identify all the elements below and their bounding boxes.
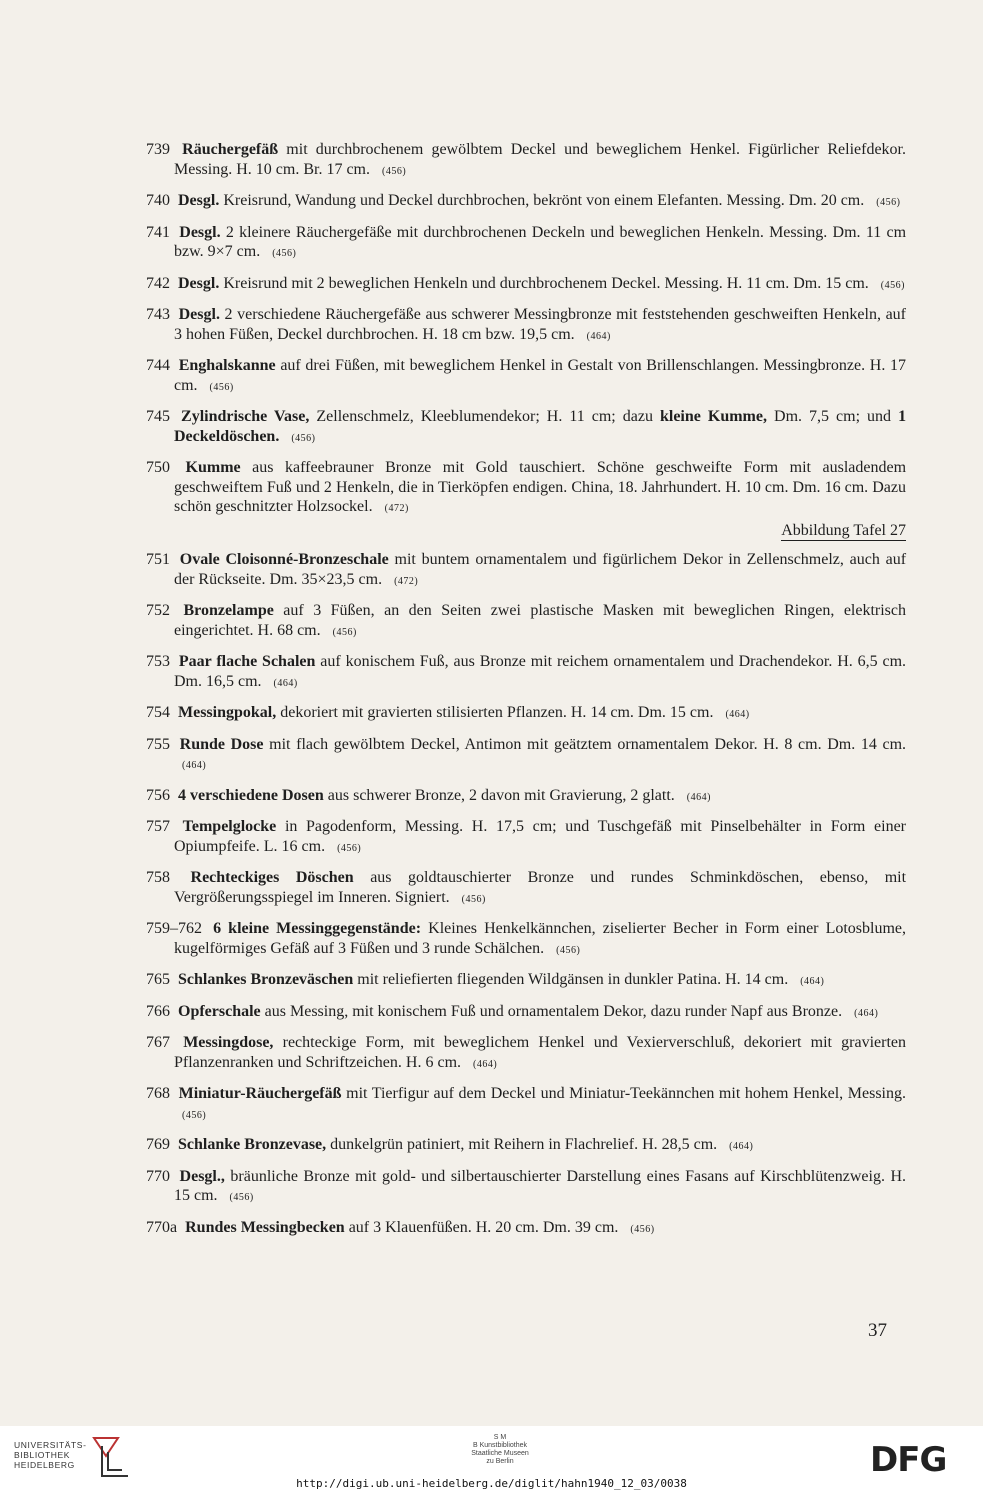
catalog-entry — [146, 223, 906, 264]
entry-reference: (464) — [800, 976, 825, 987]
entry-number: 768 — [146, 1085, 170, 1102]
figure-reference: Abbildung Tafel 27 — [781, 521, 906, 539]
catalog-entry — [146, 786, 906, 808]
entry-description: 2 kleinere Räuchergefäße mit durchbrochenen Deckeln und beweglichen Henkeln. Messing. Dm. 11 cm bzw. 9×7 cm. — [174, 223, 907, 260]
entry-description: auf 3 Klauenfüßen. H. 20 cm. Dm. 39 cm. — [348, 1218, 619, 1236]
entry-description: in Pagodenform, Messing. H. 17,5 cm; und Tuschgefäß mit Pinselbehälter in Form einer Opiumpfeife. L. 16 cm. — [174, 818, 907, 855]
entry-reference: (464) — [473, 1058, 498, 1070]
catalog-entry — [146, 1033, 906, 1074]
entry-title: Messingdose, — [183, 1034, 274, 1051]
entry-title: Desgl. — [178, 306, 220, 323]
entry-number: 741 — [146, 223, 170, 241]
catalog-entry — [146, 1084, 906, 1125]
entry-description: bräunliche Bronze mit gold- und silbertauschierter Darstellung eines Fasans auf Kirschblütenzweig. H. 15 cm. — [174, 1167, 907, 1204]
entry-number: 769 — [146, 1136, 170, 1153]
entry-number: 758 — [146, 869, 170, 886]
entry-reference: (464) — [725, 709, 750, 720]
catalog-entry — [146, 970, 906, 992]
entry-title: Schlankes Bronzeväschen — [178, 971, 354, 988]
entry-title: Enghalskanne — [178, 357, 276, 374]
catalog-entry — [146, 1218, 906, 1240]
entry-description: aus schwerer Bronze, 2 davon mit Gravierung, 2 glatt. — [327, 786, 675, 804]
entry-reference: (456) — [876, 197, 901, 208]
entry-description: Kleines Henkelkännchen, ziselierter Becher in Form einer Lotosblume, kugelförmiges Gefäß auf 3 Füßen und 3 runde Schälchen. — [174, 920, 907, 957]
catalog-entry — [146, 919, 906, 960]
entry-reference: (456) — [461, 893, 486, 905]
sm-line: S M — [493, 1434, 507, 1441]
entry-description: dekoriert mit gravierten stilisierten Pflanzen. H. 14 cm. Dm. 15 cm. — [280, 704, 714, 721]
entry-title-extra: kleine Kumme, — [659, 408, 767, 425]
entry-description: mit Tierfigur auf dem Deckel und Miniatur-Teekännchen mit hohem Henkel, Messing. — [346, 1085, 907, 1102]
entry-number: 752 — [146, 602, 170, 619]
catalog-entry — [146, 274, 906, 296]
entry-description: aus Messing, mit konischem Fuß und ornamentalem Dekor, dazu runder Napf aus Bronze. — [264, 1002, 843, 1020]
catalog-list — [146, 140, 906, 1249]
entry-title: 6 kleine Messinggegenstände: — [213, 920, 422, 937]
entry-reference: (456) — [880, 279, 905, 291]
entry-title: Bronzelampe — [183, 602, 274, 619]
catalog-entry — [146, 703, 906, 725]
entry-reference: (456) — [332, 626, 357, 638]
entry-reference: (456) — [272, 248, 297, 259]
entry-reference: (472) — [394, 575, 419, 587]
entry-title: Desgl., — [179, 1167, 225, 1185]
catalog-entry — [146, 601, 906, 642]
entry-description: dunkelgrün patiniert, mit Reihern in Flachrelief. H. 28,5 cm. — [330, 1136, 718, 1153]
entry-title: Rechteckiges Döschen — [190, 869, 354, 886]
permalink-url[interactable]: http://digi.ub.uni-heidelberg.de/diglit/hahn1940_12_03/0038 — [296, 1477, 687, 1490]
catalog-entry — [146, 140, 906, 181]
university-line: HEIDELBERG — [14, 1460, 75, 1470]
entry-title: Desgl. — [178, 192, 220, 209]
catalog-entry — [146, 1135, 906, 1157]
catalog-entry — [146, 817, 906, 858]
entry-title: Räuchergefäß — [182, 141, 279, 158]
catalog-entry — [146, 305, 906, 346]
entry-reference: (456) — [291, 432, 316, 444]
catalog-entry — [146, 356, 906, 397]
entry-description: aus kaffeebrauner Bronze mit Gold tauschiert. Schöne geschweifte Form mit ausladendem geschweiftem Fuß und 2 Henkeln, die in Tierköpfen endigen. China, 18. Jahrhundert. H. 10 cm. Dm. 16 cm. Dazu schön geschnitzter Holzsockel. — [174, 459, 907, 515]
entry-number: 770 — [146, 1167, 170, 1185]
entry-title: Tempelglocke — [182, 818, 277, 835]
entry-number: 766 — [146, 1002, 170, 1020]
catalog-entry — [146, 735, 906, 776]
entry-reference: (456) — [229, 1192, 254, 1203]
entry-description: mit durchbrochenem gewölbtem Deckel und beweglichem Henkel. Figürlicher Reliefdekor. Messing. H. 10 cm. Br. 17 cm. — [174, 141, 906, 178]
catalog-entry — [146, 550, 906, 591]
entry-description: rechteckige Form, mit beweglichem Henkel und Vexierverschluß, dekoriert mit gravierten Pflanzenranken und Schriftzeichen. H. 6 cm. — [174, 1034, 907, 1071]
entry-reference: (456) — [382, 165, 407, 177]
entry-title: Paar flache Schalen — [178, 653, 316, 670]
entry-reference: (456) — [556, 944, 581, 956]
entry-title: Desgl. — [179, 223, 221, 241]
sm-line: B Kunstbibliothek — [472, 1442, 528, 1449]
entry-title-extra: 1 Deckeldöschen. — [174, 408, 907, 445]
entry-title: Schlanke Bronzevase, — [178, 1136, 327, 1153]
entry-reference: (464) — [182, 760, 207, 771]
entry-reference: (464) — [686, 791, 711, 803]
entry-description: mit buntem ornamentalem und figürlichem Dekor in Zellenschmelz, auch auf der Rückseite. Dm. 35×23,5 cm. — [174, 551, 907, 588]
page-number: 37 — [868, 1320, 887, 1341]
catalog-entry — [146, 191, 906, 213]
library-emblem-icon — [88, 1434, 132, 1480]
entry-description: auf 3 Füßen, an den Seiten zwei plastische Masken mit beweglichen Ringen, elektrisch eingerichtet. H. 68 cm. — [174, 602, 907, 639]
entry-reference: (464) — [729, 1141, 754, 1152]
entry-number: 739 — [146, 141, 170, 158]
entry-title: Desgl. — [178, 274, 220, 292]
entry-description: mit flach gewölbtem Deckel, Antimon mit geätztem ornamentalem Dekor. H. 8 cm. Dm. 14 cm. — [269, 735, 907, 753]
entry-number: 751 — [146, 551, 170, 568]
entry-number: 740 — [146, 192, 170, 209]
entry-number: 743 — [146, 306, 170, 323]
entry-description: mit reliefierten fliegenden Wildgänsen in dunkler Patina. H. 14 cm. — [357, 971, 789, 988]
entry-reference: (472) — [384, 503, 409, 514]
dfg-logo[interactable]: DFG — [870, 1440, 947, 1480]
entry-reference: (464) — [854, 1007, 879, 1019]
entry-title: Rundes Messingbecken — [185, 1218, 345, 1236]
entry-number: 744 — [146, 357, 170, 374]
entry-reference: (456) — [209, 381, 234, 393]
sm-line: zu Berlin — [486, 1458, 514, 1465]
entry-number: 767 — [146, 1034, 170, 1051]
university-line: BIBLIOTHEK — [14, 1450, 71, 1460]
entry-description: Kreisrund, Wandung und Deckel durchbrochen, bekrönt von einem Elefanten. Messing. Dm. 20 cm. — [223, 192, 865, 209]
entry-reference: (464) — [586, 330, 611, 342]
entry-number: 765 — [146, 971, 170, 988]
catalog-entry — [146, 868, 906, 909]
entry-title: Miniatur-Räuchergefäß — [178, 1085, 342, 1102]
entry-title: 4 verschiedene Dosen — [178, 786, 324, 804]
entry-title: Runde Dose — [179, 735, 264, 753]
entry-description: 2 verschiedene Räuchergefäße aus schwerer Messingbronze mit feststehenden geschweiften Henkeln, auf 3 hohen Füßen, Deckel durchbrochen. H. 18 cm bzw. 19,5 cm. — [174, 306, 907, 343]
sm-line: Staatliche Museen — [471, 1450, 529, 1457]
entry-title: Messingpokal, — [178, 704, 277, 721]
entry-title: Zylindrische Vase, — [181, 408, 310, 425]
catalog-entry — [146, 1002, 906, 1024]
entry-number: 755 — [146, 735, 170, 753]
entry-number: 742 — [146, 274, 170, 292]
entry-reference: (456) — [630, 1223, 655, 1235]
entry-number: 750 — [146, 459, 170, 476]
entry-description: aus goldtauschierter Bronze und rundes Schminkdöschen, ebenso, mit Vergrößerungsspiegel im Inneren. Signiert. — [174, 869, 907, 906]
entry-title: Kumme — [185, 459, 241, 476]
entry-description: auf drei Füßen, mit beweglichem Henkel in Gestalt von Brillenschlangen. Messingbronze. H. 17 cm. — [174, 357, 907, 394]
entry-title: Opferschale — [178, 1002, 261, 1020]
entry-reference: (464) — [273, 677, 298, 689]
entry-number: 745 — [146, 408, 170, 425]
entry-number: 756 — [146, 786, 170, 804]
catalog-entry — [146, 1167, 906, 1208]
entry-description: Kreisrund mit 2 beweglichen Henkeln und durchbrochenem Deckel. Messing. H. 11 cm. Dm. 15 cm. — [223, 274, 869, 292]
entry-title: Ovale Cloisonné-Bronzeschale — [179, 551, 389, 568]
university-line: UNIVERSITÄTS- — [14, 1440, 87, 1450]
entry-number: 753 — [146, 653, 170, 670]
entry-reference: (456) — [182, 1109, 207, 1121]
catalog-entry — [146, 458, 906, 540]
entry-description: auf konischem Fuß, aus Bronze mit reichem ornamentalem und Drachendekor. H. 6,5 cm. Dm. 16,5 cm. — [174, 653, 907, 690]
entry-number: 754 — [146, 704, 170, 721]
entry-description: Zellenschmelz, Kleeblumendekor; H. 11 cm; dazu — [316, 408, 653, 425]
entry-number: 757 — [146, 818, 170, 835]
sm-kunstbibliothek-logo[interactable] — [440, 1434, 560, 1466]
entry-number: 770a — [146, 1218, 178, 1236]
entry-description-extra: Dm. 7,5 cm; und — [774, 408, 892, 425]
entry-number: 759–762 — [146, 920, 202, 937]
university-library-logo[interactable] — [14, 1440, 124, 1470]
catalog-entry — [146, 652, 906, 693]
entry-reference: (456) — [337, 842, 362, 854]
catalog-entry — [146, 407, 906, 448]
